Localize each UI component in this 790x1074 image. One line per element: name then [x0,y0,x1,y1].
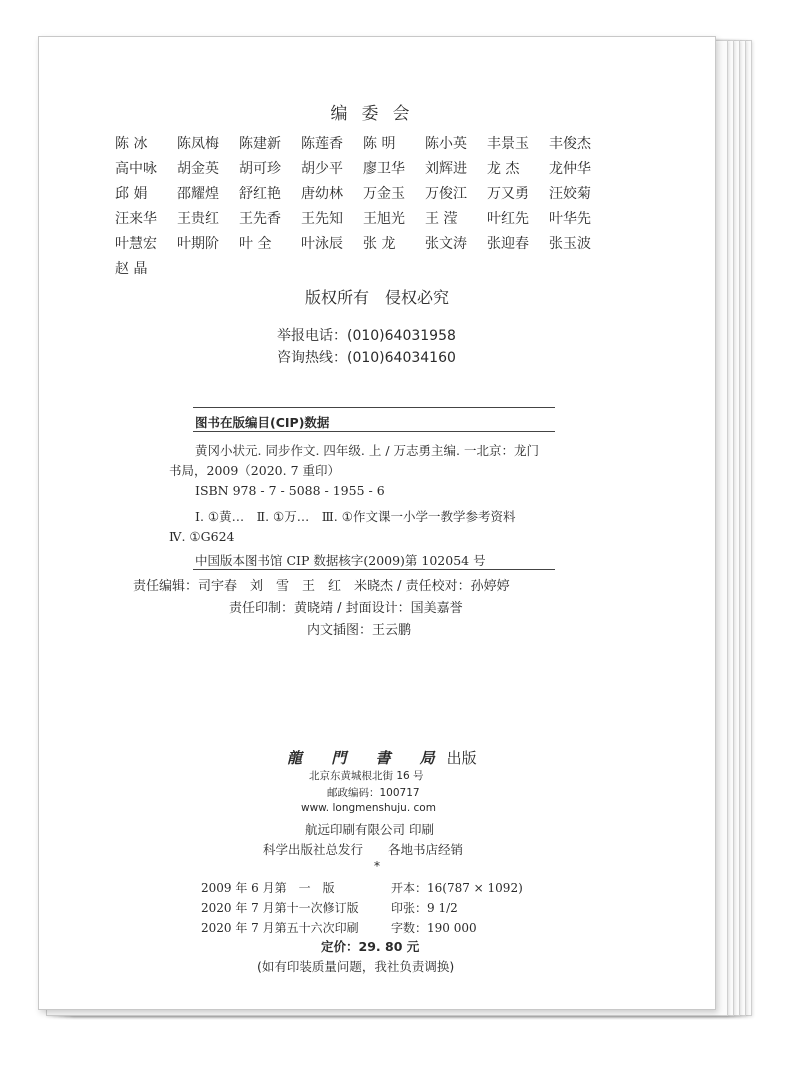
committee-member: 高中咏 [115,161,157,177]
committee-member: 龙仲华 [549,161,591,177]
committee-member: 丰景玉 [487,136,529,152]
cip-classification-1: Ⅰ. ①黄… Ⅱ. ①万… Ⅲ. ①作文课一小学一教学参考资料 [195,509,516,524]
publisher-address: 北京东黄城根北街 16 号 [309,770,424,782]
committee-member: 叶慧宏 [115,236,157,252]
committee-member: 陈凤梅 [177,136,219,152]
cip-top-rule [193,407,555,408]
committee-member: 张迎春 [487,236,529,252]
cip-bottom-rule [193,569,555,570]
committee-member: 叶华先 [549,211,591,227]
committee-member: 王先知 [301,211,343,227]
credits-line-2: 责任印制：黄晓靖 / 封面设计：国美嘉誉 [229,601,463,616]
committee-member: 邱 娟 [115,186,148,202]
edition-line-3: 2020 年 7 月第五十六次印刷 [201,921,359,935]
quality-note: (如有印装质量问题，我社负责调换) [257,959,455,974]
cip-line-2: 书局，2009（2020. 7 重印） [169,463,340,478]
separator-star: * [373,858,381,873]
printer: 航远印刷有限公司 印刷 [305,822,434,837]
committee-member: 胡金英 [177,161,219,177]
committee-member: 邵耀煌 [177,186,219,202]
committee-member: 陈莲香 [301,136,343,152]
committee-member: 叶期阶 [177,236,219,252]
committee-member: 汪姣菊 [549,186,591,202]
committee-member: 张文涛 [425,236,467,252]
committee-member: 廖卫华 [363,161,405,177]
price: 定价：29. 80 元 [321,939,420,954]
committee-member: 王旭光 [363,211,405,227]
committee-member: 陈小英 [425,136,467,152]
distribution: 科学出版社总发行 各地书店经销 [263,842,464,857]
book-format: 开本：16(787 × 1092) [391,881,523,895]
publisher-suffix: 出版 [446,749,477,767]
cip-classification-2: Ⅳ. ①G624 [169,529,235,544]
committee-member: 胡少平 [301,161,343,177]
committee-member: 陈 冰 [115,136,148,152]
committee-member: 刘辉进 [425,161,467,177]
publisher-logo-text: 龍 門 書 局 [287,749,447,767]
credits-line-1: 责任编辑：司宇春 刘 雪 王 红 米晓杰 / 责任校对：孙婷婷 [133,579,510,594]
publisher-website: www. longmenshuju. com [301,802,436,814]
committee-member: 陈建新 [239,136,281,152]
committee-member: 叶 全 [239,236,272,252]
report-telephone: 举报电话：(010)64031958 [277,328,456,344]
committee-member: 叶泳辰 [301,236,343,252]
committee-member: 舒红艳 [239,186,281,202]
committee-member: 龙 杰 [487,161,520,177]
committee-member: 张玉波 [549,236,591,252]
edition-line-1: 2009 年 6 月第 一 版 [201,881,335,895]
cip-isbn: ISBN 978 - 7 - 5088 - 1955 - 6 [195,483,385,498]
copyright-notice: 版权所有 侵权必究 [304,288,449,307]
cip-title-rule [193,431,555,432]
committee-member: 唐幼林 [301,186,343,202]
publisher-postcode: 邮政编码：100717 [327,787,420,799]
credits-line-3: 内文插图：王云鹏 [307,623,412,638]
edition-line-2: 2020 年 7 月第十一次修订版 [201,901,359,915]
cip-line-1: 黄冈小状元. 同步作文. 四年级. 上 / 万志勇主编. 一北京：龙门 [195,443,539,458]
cip-record-number: 中国版本图书馆 CIP 数据核字(2009)第 102054 号 [195,553,486,568]
committee-member: 万金玉 [363,186,405,202]
publisher-name [287,747,477,768]
committee-member: 王 滢 [425,211,458,227]
committee-member: 张 龙 [363,236,396,252]
committee-member: 胡可珍 [239,161,281,177]
committee-member: 丰俊杰 [549,136,591,152]
committee-member: 王贵红 [177,211,219,227]
committee-member-list [115,133,615,278]
committee-title: 编委会 [330,104,424,124]
committee-member: 叶红先 [487,211,529,227]
committee-member: 汪来华 [115,211,157,227]
cip-title: 图书在版编目(CIP)数据 [195,415,330,430]
printed-sheets: 印张：9 1/2 [391,901,458,915]
word-count: 字数：190 000 [391,921,477,935]
consult-hotline: 咨询热线：(010)64034160 [277,350,456,366]
committee-member: 王先香 [239,211,281,227]
committee-member: 万又勇 [487,186,529,202]
committee-member: 赵 晶 [115,261,148,277]
committee-member: 万俊江 [425,186,467,202]
copyright-page [38,36,716,1010]
committee-member: 陈 明 [363,136,396,152]
